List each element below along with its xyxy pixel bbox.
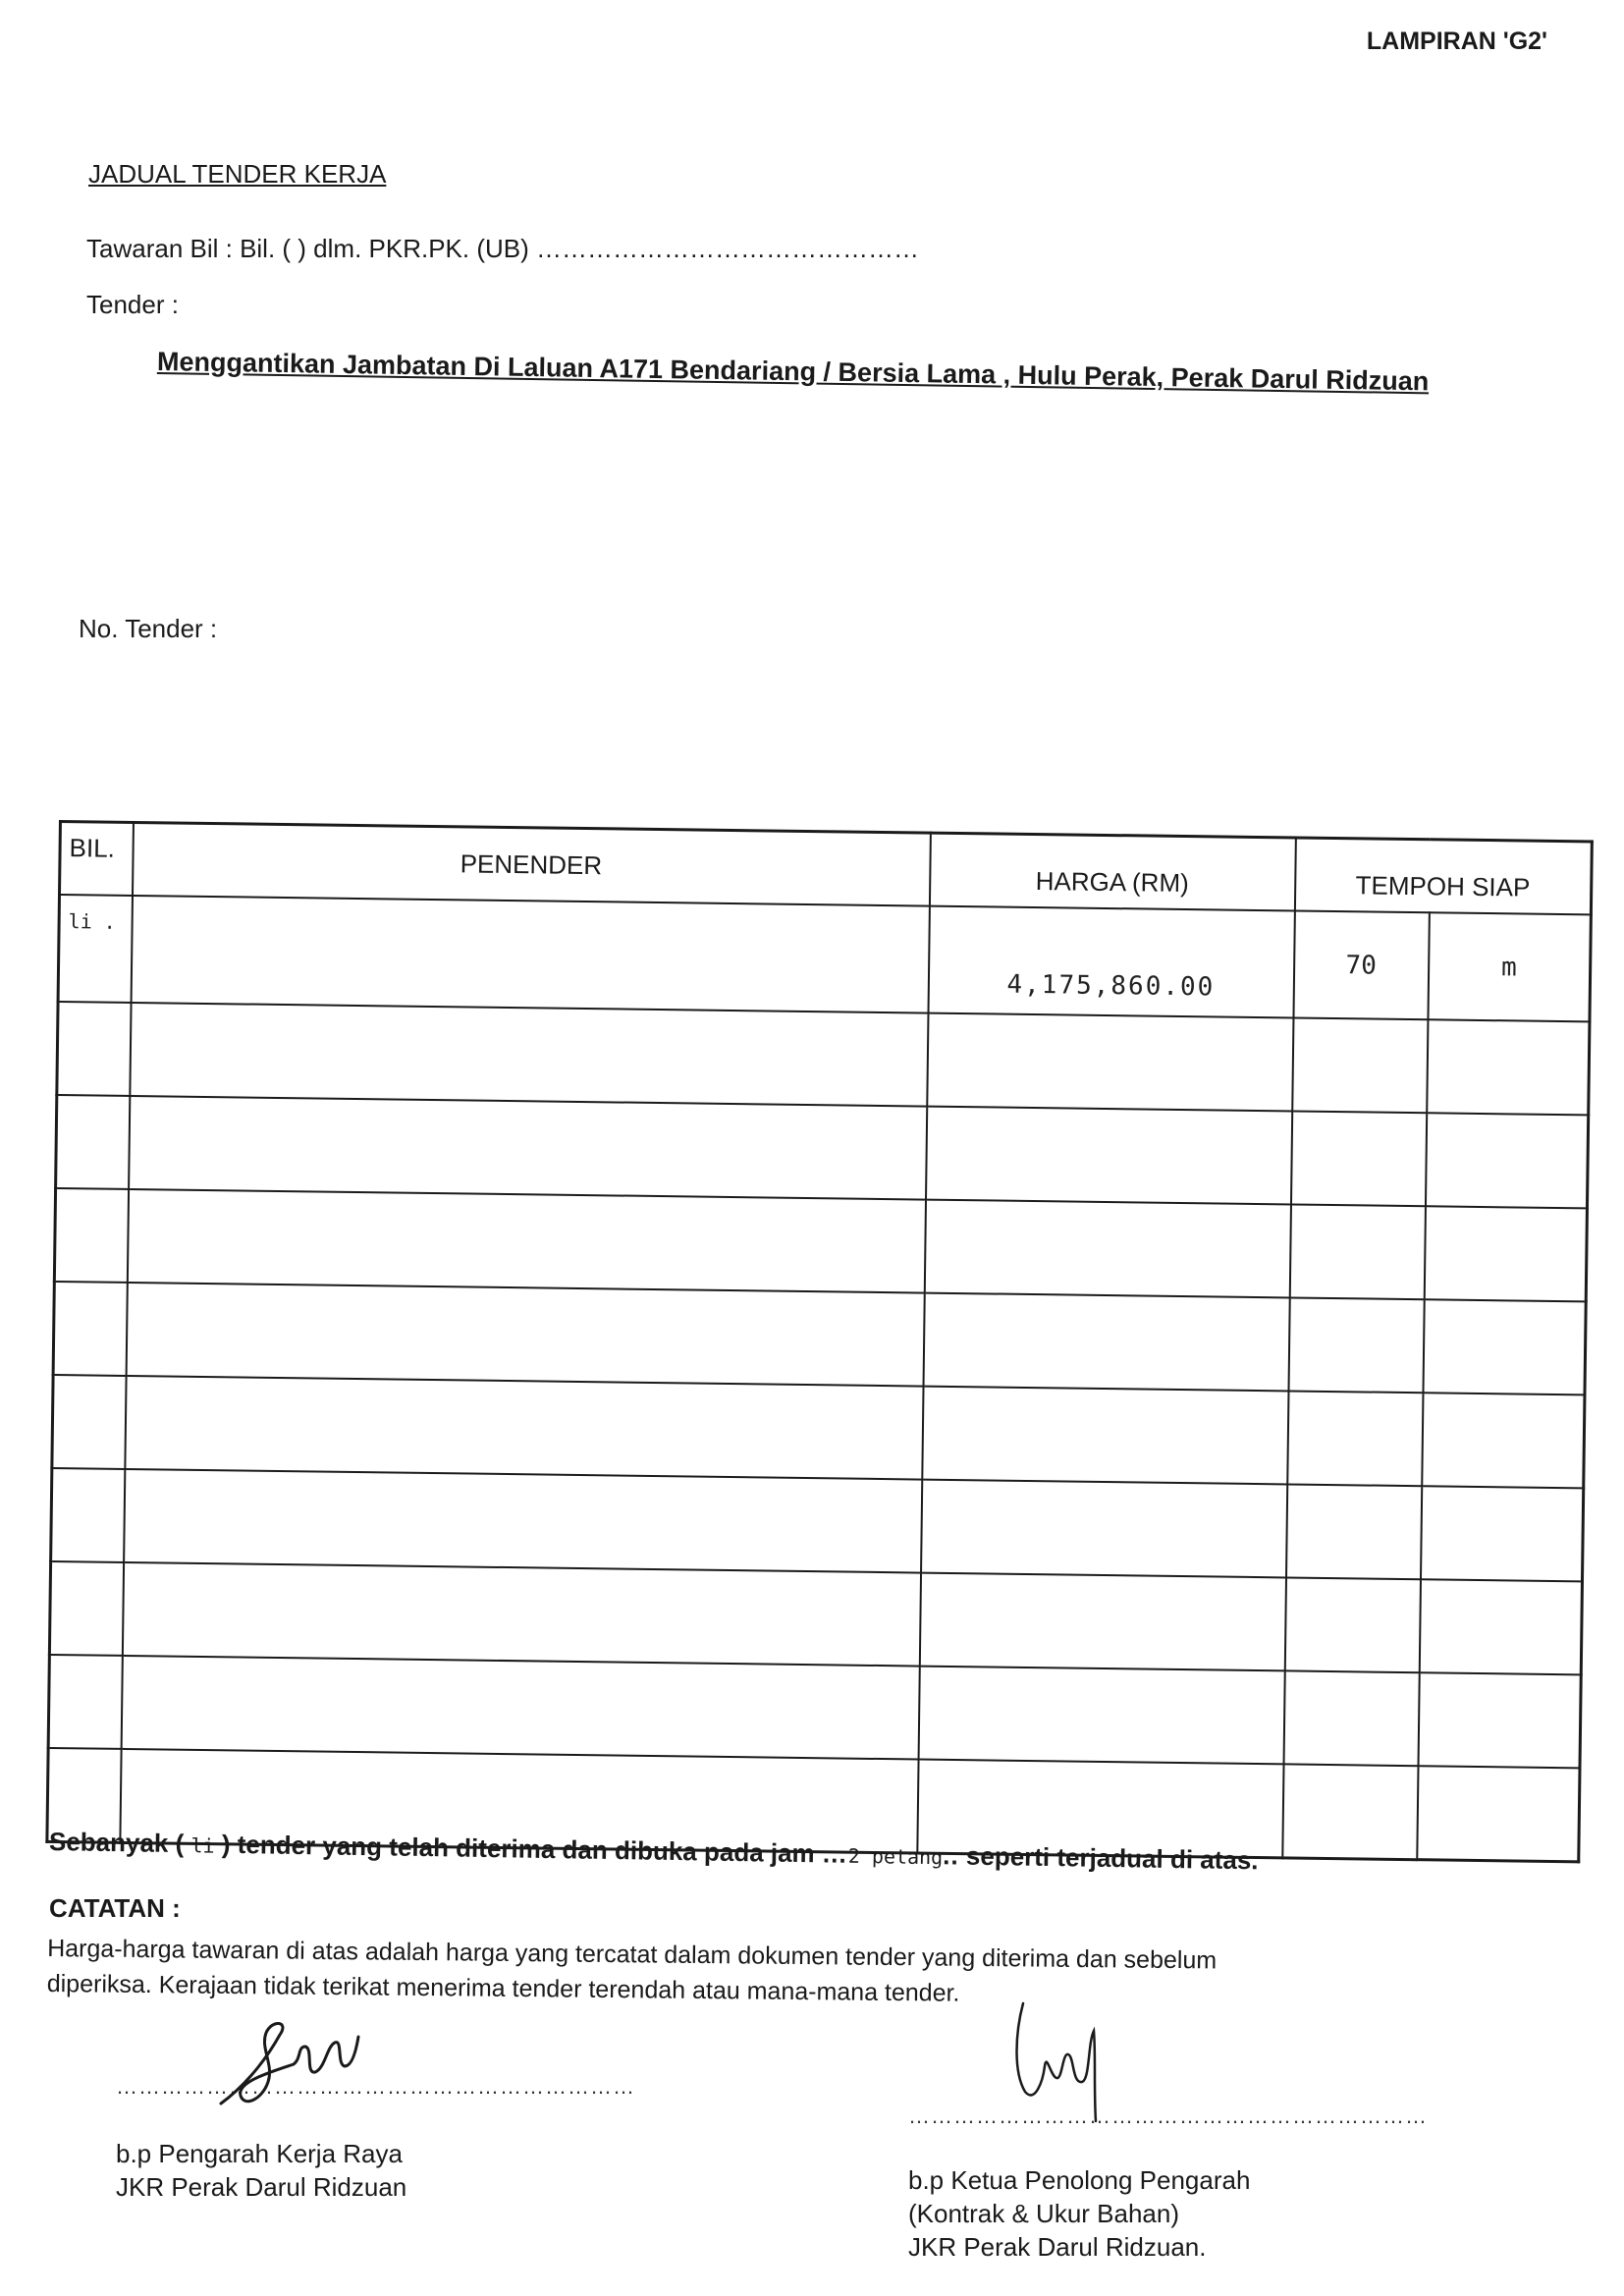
signature-block-left bbox=[116, 2137, 509, 2204]
summary-jam: 2 petang bbox=[847, 1843, 944, 1870]
tempoh-value-cell: 70 bbox=[1293, 910, 1429, 1019]
tempoh-value-cell bbox=[1289, 1204, 1425, 1299]
tempoh-value-cell bbox=[1282, 1764, 1418, 1859]
bil-cell bbox=[53, 1282, 127, 1376]
harga-cell bbox=[919, 1573, 1285, 1671]
tempoh-value-cell bbox=[1287, 1391, 1423, 1486]
bil-cell bbox=[52, 1375, 126, 1469]
signatory-dept-left: JKR Perak Darul Ridzuan bbox=[116, 2172, 407, 2202]
penender-cell bbox=[130, 1003, 928, 1107]
harga-cell bbox=[926, 1107, 1292, 1205]
penender-cell bbox=[129, 1096, 927, 1200]
tempoh-unit-cell bbox=[1420, 1486, 1583, 1581]
summary-count: li bbox=[190, 1833, 215, 1858]
harga-cell bbox=[918, 1667, 1284, 1765]
bil-cell bbox=[56, 1095, 130, 1189]
bil-cell bbox=[49, 1561, 123, 1656]
tempoh-value-cell bbox=[1290, 1111, 1426, 1206]
catatan-text: Harga-harga tawaran di atas adalah harga yang tercatat dalam dokumen tender yang diterima dan sebelum diperiksa. Kerajaan tidak terikat menerima tender terendah atau mana-mana tender. bbox=[46, 1935, 1218, 2007]
harga-cell bbox=[922, 1387, 1288, 1485]
tempoh-value-cell bbox=[1284, 1577, 1420, 1672]
tempoh-value-cell bbox=[1286, 1484, 1422, 1579]
signatory-sub-right: (Kontrak & Ukur Bahan) bbox=[908, 2199, 1180, 2228]
tempoh-unit-cell bbox=[1418, 1672, 1581, 1768]
lampiran-label: LAMPIRAN 'G2' bbox=[1366, 27, 1547, 55]
harga-cell: 4,175,860.00 bbox=[928, 906, 1294, 1018]
tempoh-value-cell bbox=[1288, 1297, 1424, 1393]
penender-cell bbox=[124, 1469, 922, 1573]
column-header-penender: PENENDER bbox=[132, 822, 930, 905]
tempoh-unit-cell bbox=[1423, 1299, 1586, 1394]
harga-cell bbox=[927, 1013, 1293, 1112]
signature-right-mark bbox=[1001, 1994, 1119, 2141]
penender-cell bbox=[127, 1189, 925, 1293]
signature-block-right bbox=[908, 2163, 1380, 2264]
tender-label: Tender : bbox=[86, 290, 179, 319]
penender-cell bbox=[126, 1283, 924, 1387]
signatory-role-left: b.p Pengarah Kerja Raya bbox=[116, 2139, 403, 2168]
bil-cell: li . bbox=[58, 895, 132, 1003]
summary-prefix: Sebanyak ( bbox=[48, 1827, 185, 1859]
signatory-role-right: b.p Ketua Penolong Pengarah bbox=[908, 2165, 1251, 2195]
penender-cell bbox=[121, 1656, 919, 1760]
tempoh-unit-cell bbox=[1419, 1579, 1582, 1674]
table-row bbox=[58, 895, 1591, 1021]
tender-subject: Menggantikan Jambatan Di Laluan A171 Bendariang / Bersia Lama , Hulu Perak, Perak Darul Ridzuan bbox=[156, 347, 1430, 397]
tempoh-unit-cell: m bbox=[1428, 912, 1591, 1021]
page-title: JADUAL TENDER KERJA bbox=[88, 159, 387, 189]
penender-cell bbox=[125, 1376, 923, 1480]
harga-cell bbox=[923, 1293, 1289, 1392]
summary-suffix: seperti terjadual di atas. bbox=[958, 1840, 1259, 1876]
penender-cell bbox=[131, 896, 929, 1013]
tempoh-value-cell bbox=[1292, 1017, 1428, 1113]
summary-middle: ) tender yang telah diterima dan dibuka pada jam bbox=[221, 1829, 815, 1869]
summary-dots-after: .. bbox=[943, 1840, 959, 1871]
tender-schedule-table bbox=[46, 820, 1591, 1851]
bil-cell bbox=[51, 1468, 125, 1562]
tawaran-bil-line: Tawaran Bil : Bil. ( ) dlm. PKR.PK. (UB) ……………………………………… bbox=[86, 234, 919, 263]
penender-cell bbox=[122, 1562, 920, 1667]
tempoh-unit-cell bbox=[1417, 1766, 1580, 1862]
signature-line-left: …………………………………………………………… bbox=[116, 2074, 635, 2099]
summary-dots-before: … bbox=[821, 1838, 849, 1869]
signature-left-mark bbox=[211, 2013, 368, 2121]
signature-line-right: …………………………………………………………… bbox=[908, 2104, 1428, 2128]
harga-cell bbox=[921, 1480, 1287, 1578]
tempoh-unit-cell bbox=[1424, 1206, 1587, 1301]
bil-cell bbox=[57, 1002, 131, 1096]
column-header-harga: HARGA (RM) bbox=[929, 833, 1295, 910]
tempoh-value-cell bbox=[1283, 1670, 1419, 1766]
signatory-dept-right: JKR Perak Darul Ridzuan. bbox=[908, 2232, 1207, 2262]
tempoh-unit-cell bbox=[1422, 1393, 1585, 1488]
tempoh-unit-cell bbox=[1427, 1019, 1590, 1115]
bil-cell bbox=[54, 1188, 128, 1283]
bil-cell bbox=[48, 1655, 122, 1749]
catatan-heading: CATATAN : bbox=[49, 1893, 181, 1923]
column-header-bil: BIL. bbox=[60, 822, 134, 896]
harga-cell bbox=[924, 1200, 1290, 1298]
no-tender-label: No. Tender : bbox=[79, 614, 218, 643]
tempoh-unit-cell bbox=[1425, 1113, 1588, 1208]
column-header-tempoh: TEMPOH SIAP bbox=[1294, 838, 1592, 914]
